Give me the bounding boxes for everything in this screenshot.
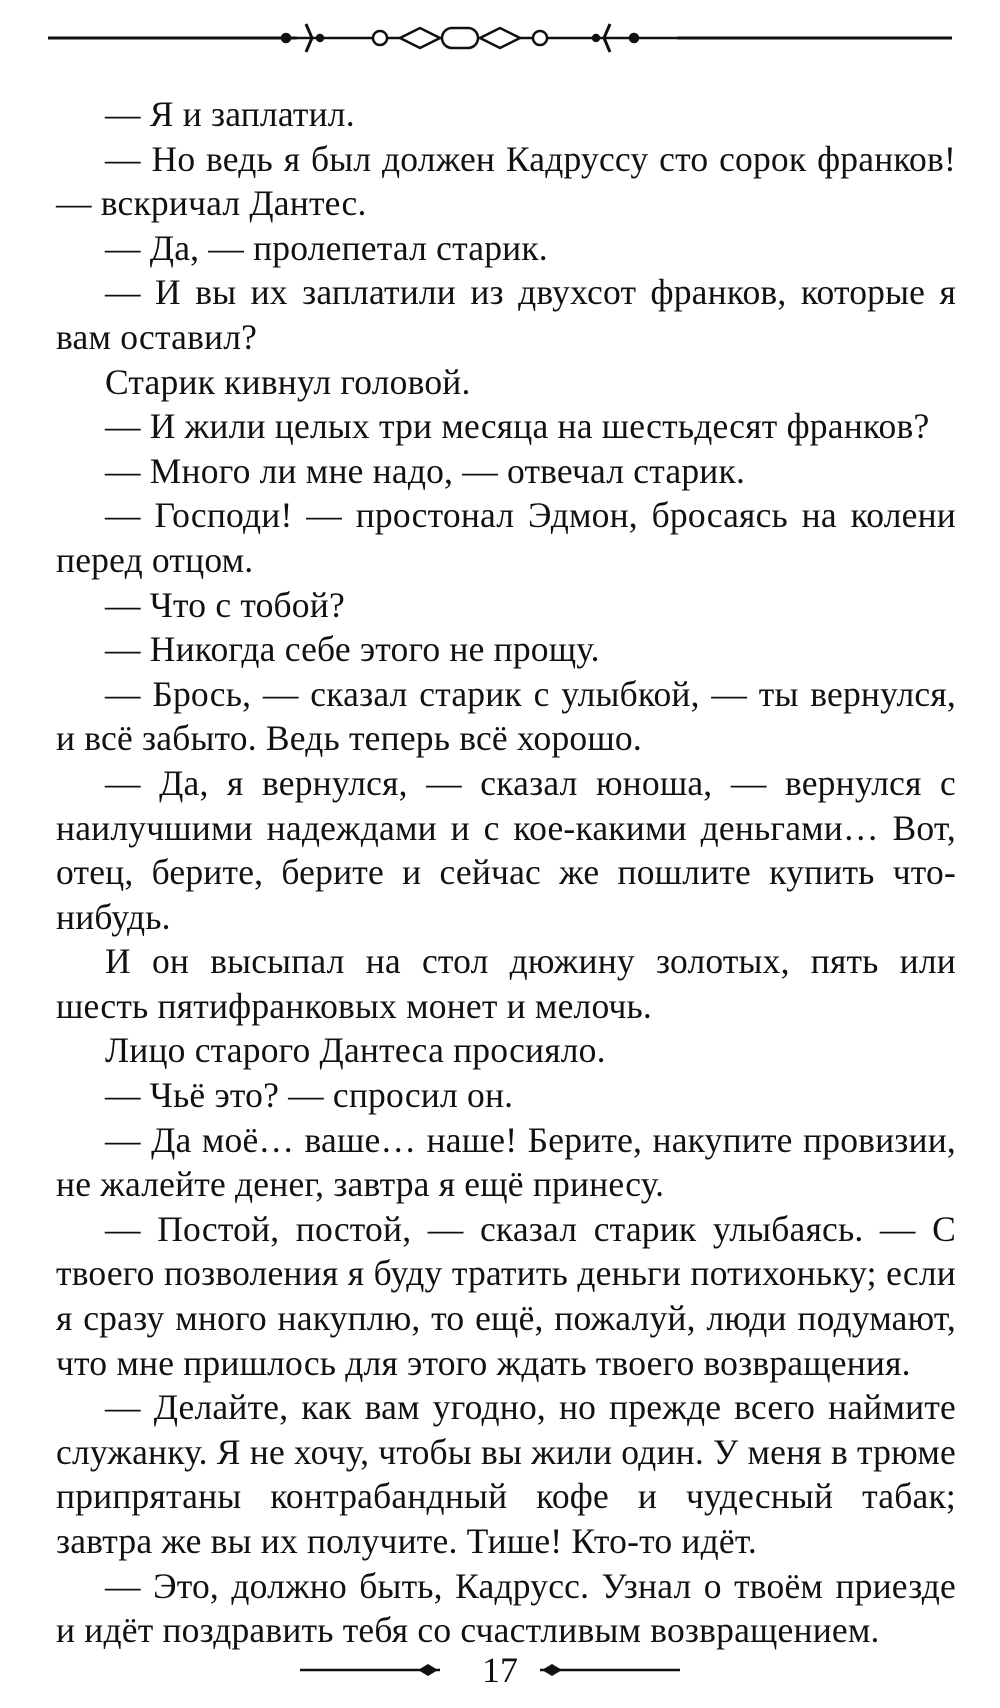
paragraph: — Да моё… ваше… наше! Берите, накупите провизии, не жалейте денег, завтра я ещё принесу. — [56, 1119, 956, 1205]
paragraph: — Да, — пролепетал старик. — [105, 227, 548, 268]
paragraph: — Господи! — простонал Эдмон, бросаясь на колени перед отцом. — [56, 495, 956, 580]
paragraph: — Брось, — сказал старик с улыбкой, — ты вернулся, и всё забыто. Ведь теперь всё хорошо. — [56, 673, 956, 759]
paragraph: — Делайте, как вам угодно, но прежде всего наймите служанку. Я не хочу, чтобы вы жили один. У меня в трюме припрятаны контрабандный кофе и чудесный табак; завтра же вы их получите. Тише! Кто-то идёт. — [56, 1387, 956, 1561]
paragraph: — Я и заплатил. — [105, 94, 355, 134]
paragraph: — И жили целых три месяца на шестьдесят франков? — [105, 406, 930, 447]
paragraph: — Много ли мне надо, — отвечал старик. — [105, 450, 746, 491]
top-ornament — [48, 18, 952, 58]
paragraph: И он высыпал на стол дюжину золотых, пять или шесть пятифранковых монет и мелочь. — [56, 941, 956, 1026]
paragraph: — Это, должно быть, Кадрусс. Узнал о твоём приезде и идёт поздравить тебя со счастливым возвращением. — [56, 1565, 956, 1651]
text-body — [56, 92, 956, 1653]
page-number: 17 — [482, 1650, 518, 1690]
paragraph: — Постой, постой, — сказал старик улыбаясь. — С твоего позволения я буду тратить деньги потихоньку; если я сразу много накуплю, то ещё, пожалуй, люди подумают, что мне пришлось для этого ждать твоего возвращения. — [56, 1208, 956, 1383]
paragraph: — Чьё это? — спросил он. — [105, 1075, 514, 1116]
paragraph: — Да, я вернулся, — сказал юноша, — вернулся с наилучшими надеждами и с кое-какими деньгами… Вот, отец, берите, берите и сейчас же пошлите купить что-нибудь. — [56, 762, 956, 937]
paragraph: Лицо старого Дантеса просияло. — [105, 1030, 606, 1071]
paragraph: — Что с тобой? — [105, 584, 345, 625]
paragraph: — И вы их заплатили из двухсот франков, которые я вам оставил? — [56, 272, 956, 357]
paragraph: Старик кивнул головой. — [105, 361, 471, 402]
footer-ornament-right — [530, 1658, 680, 1682]
paragraph: — Но ведь я был должен Кадруссу сто сорок франков! — вскричал Дантес. — [56, 138, 956, 224]
page-footer — [0, 1648, 1000, 1692]
paragraph: — Никогда себе этого не прощу. — [105, 629, 600, 670]
